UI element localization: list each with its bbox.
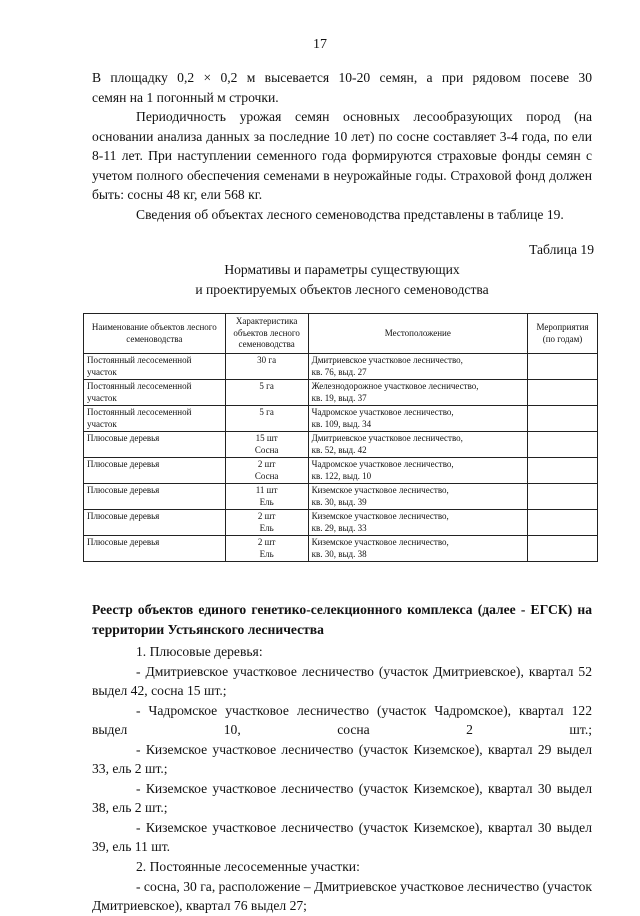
cell-loc-quarter: кв. 29, выд. 33 — [311, 522, 367, 533]
cell-location — [308, 406, 527, 432]
cell-loc-forestry: Чадромское участковое лесничество, — [311, 407, 454, 417]
cell-measures — [528, 380, 598, 406]
table-title — [92, 260, 592, 299]
cell-name: Постоянный лесосеменной участок — [84, 406, 226, 432]
cell-loc-forestry: Киземское участковое лесничество, — [311, 485, 449, 495]
section-title-plus-trees: 1. Плюсовые деревья: — [136, 644, 263, 659]
table-row — [84, 536, 598, 562]
cell-char-value: 2 шт — [257, 537, 276, 547]
header-measures: Мероприятия (по годам) — [528, 314, 598, 354]
header-characteristic: Характеристика объектов лесного семеноводства — [225, 314, 308, 354]
section-title-seed-plots: 2. Постоянные лесосеменные участки: — [136, 859, 360, 875]
cell-measures — [528, 432, 598, 458]
paragraph-seeding-line2: семян на 1 погонный м строчки. — [92, 89, 279, 105]
cell-characteristic — [225, 432, 308, 458]
table-row — [84, 406, 598, 432]
cell-char-species: Ель — [259, 522, 274, 533]
table-row — [84, 510, 598, 536]
paragraph-periodicity: Периодичность урожая семян основных лесообразующих пород (на основании анализа данных за последние 10 лет) по сосне составляет 3-4 года, по ели 8-11 лет. При наступлении семенного года формируются страховые фонды семян с учетом полного обеспечения семенами в неурожайные годы. Страховой фонд должен быть: сосны 48 кг, ели 568 кг. — [92, 109, 592, 203]
list-item: - Чадромское участковое лесничество (участок Чадромское), квартал 122 выдел 10, сосна 2 шт.; — [92, 702, 592, 738]
table-row — [84, 432, 598, 458]
paragraph-table-reference: Сведения об объектах лесного семеноводства представлены в таблице 19. — [136, 207, 564, 222]
cell-name: Плюсовые деревья — [84, 432, 226, 458]
cell-char-species: Сосна — [254, 470, 279, 481]
cell-measures — [528, 458, 598, 484]
cell-loc-forestry: Дмитриевское участковое лесничество, — [311, 355, 463, 365]
cell-char-species: Сосна — [254, 444, 279, 455]
cell-loc-forestry: Киземское участковое лесничество, — [311, 511, 449, 521]
table-row — [84, 354, 598, 380]
seed-objects-table — [83, 313, 598, 562]
cell-location — [308, 536, 527, 562]
table-row — [84, 458, 598, 484]
cell-location — [308, 432, 527, 458]
cell-loc-quarter: кв. 30, выд. 38 — [311, 548, 367, 559]
cell-name: Постоянный лесосеменной участок — [84, 354, 226, 380]
cell-measures — [528, 406, 598, 432]
cell-loc-quarter: кв. 76, выд. 27 — [311, 366, 367, 377]
cell-characteristic — [225, 354, 308, 380]
cell-measures — [528, 536, 598, 562]
cell-name: Плюсовые деревья — [84, 510, 226, 536]
cell-char-species: Ель — [259, 496, 274, 507]
header-location: Местоположение — [308, 314, 527, 354]
list-item: - Киземское участковое лесничество (участок Киземское), квартал 29 выдел 33, ель 2 шт.; — [92, 741, 592, 777]
cell-char-value: 2 шт — [257, 459, 276, 469]
cell-name: Плюсовые деревья — [84, 458, 226, 484]
cell-location — [308, 510, 527, 536]
page-number: 17 — [313, 37, 327, 52]
cell-measures — [528, 510, 598, 536]
registry-heading: Реестр объектов единого генетико-селекционного комплекса (далее - ЕГСК) на территории Устьянского лесничества — [92, 602, 592, 637]
cell-measures — [528, 484, 598, 510]
cell-characteristic — [225, 380, 308, 406]
cell-char-species: Ель — [259, 548, 274, 559]
cell-measures — [528, 354, 598, 380]
cell-name: Постоянный лесосеменной участок — [84, 380, 226, 406]
registry-list — [92, 642, 592, 916]
cell-char-value: 15 шт — [255, 433, 278, 443]
paragraph-seeding-line1: В площадку 0,2 × 0,2 м высевается 10-20 семян, а при рядовом посеве 30 — [92, 70, 592, 85]
list-item: - Киземское участковое лесничество (участок Киземское), квартал 30 выдел 39, ель 11 шт. — [92, 819, 592, 855]
table-row — [84, 484, 598, 510]
cell-char-value: 2 шт — [257, 511, 276, 521]
table-title-line1: Нормативы и параметры существующих — [224, 262, 460, 277]
cell-loc-forestry: Чадромское участковое лесничество, — [311, 459, 454, 469]
cell-location — [308, 380, 527, 406]
cell-char-value: 5 га — [259, 381, 274, 391]
cell-loc-forestry: Киземское участковое лесничество, — [311, 537, 449, 547]
cell-loc-quarter: кв. 30, выд. 39 — [311, 496, 367, 507]
cell-loc-quarter: кв. 122, выд. 10 — [311, 470, 372, 481]
cell-characteristic — [225, 536, 308, 562]
table-label: Таблица 19 — [529, 242, 594, 257]
cell-location — [308, 354, 527, 380]
table-header-row — [84, 314, 598, 354]
cell-characteristic — [225, 510, 308, 536]
header-name: Наименование объектов лесного семеноводства — [84, 314, 226, 354]
cell-loc-quarter: кв. 109, выд. 34 — [311, 418, 372, 429]
list-item: - Киземское участковое лесничество (участок Киземское), квартал 30 выдел 38, ель 2 шт.; — [92, 780, 592, 816]
cell-loc-forestry: Дмитриевское участковое лесничество, — [311, 433, 463, 443]
cell-loc-quarter: кв. 52, выд. 42 — [311, 444, 367, 455]
table-row — [84, 380, 598, 406]
cell-characteristic — [225, 406, 308, 432]
cell-name: Плюсовые деревья — [84, 484, 226, 510]
cell-characteristic — [225, 458, 308, 484]
cell-location — [308, 458, 527, 484]
cell-name: Плюсовые деревья — [84, 536, 226, 562]
cell-char-value: 30 га — [257, 355, 277, 365]
paragraph-seeding — [92, 68, 592, 107]
cell-characteristic — [225, 484, 308, 510]
table-title-line2: и проектируемых объектов лесного семеноводства — [195, 281, 489, 297]
cell-location — [308, 484, 527, 510]
cell-loc-forestry: Железнодорожное участковое лесничество, — [311, 381, 479, 391]
list-item: - сосна, 30 га, расположение – Дмитриевское участковое лесничество (участок Дмитриевское), квартал 76 выдел 27; — [92, 878, 593, 914]
cell-loc-quarter: кв. 19, выд. 37 — [311, 392, 367, 403]
list-item: - Дмитриевское участковое лесничество (участок Дмитриевское), квартал 52 выдел 42, сосна 15 шт.; — [92, 663, 592, 699]
cell-char-value: 5 га — [259, 407, 274, 417]
cell-char-value: 11 шт — [255, 485, 278, 495]
